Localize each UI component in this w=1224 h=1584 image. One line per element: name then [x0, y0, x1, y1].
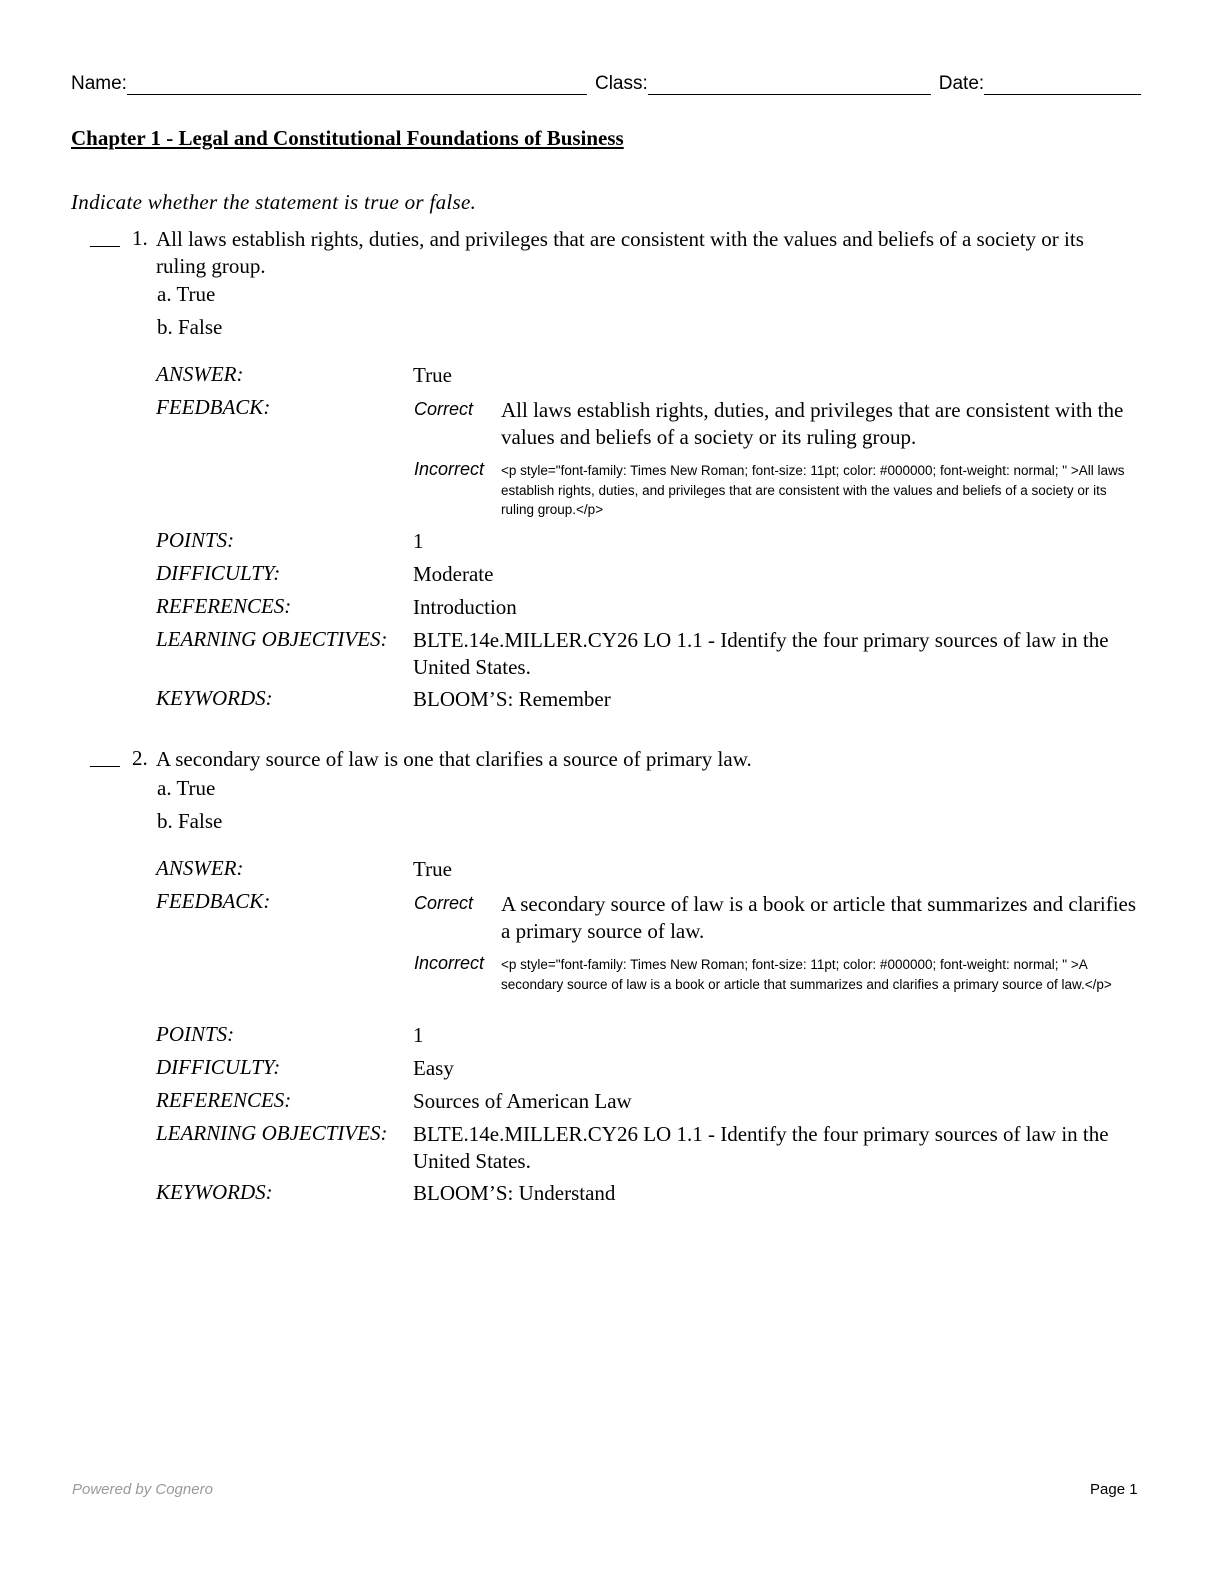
name-field[interactable] [127, 72, 587, 95]
name-label: Name: [71, 73, 127, 94]
question-text: A secondary source of law is one that clarifies a source of primary law. [156, 747, 752, 771]
points-value: 1 [413, 1023, 424, 1047]
powered-by-text: Powered by Cognero [72, 1481, 213, 1498]
question-number: 1. [132, 226, 148, 250]
learning-objectives-label: LEARNING OBJECTIVES: [156, 627, 388, 651]
page-number: Page 1 [1090, 1481, 1138, 1498]
option-a: a. True [157, 776, 216, 800]
answer-value: True [413, 363, 452, 387]
keywords-label: KEYWORDS: [156, 1180, 273, 1204]
question-text: All laws establish rights, duties, and privileges that are consistent with the values and beliefs of a society or its ruling group. [156, 227, 1084, 278]
references-value: Sources of American Law [413, 1089, 632, 1113]
difficulty-label: DIFFICULTY: [156, 1055, 281, 1079]
difficulty-value: Easy [413, 1056, 454, 1080]
class-field[interactable] [648, 72, 931, 95]
references-label: REFERENCES: [156, 594, 292, 618]
option-a: a. True [157, 282, 216, 306]
feedback-correct-text: All laws establish rights, duties, and privileges that are consistent with the values and beliefs of a society or its ruling group. [501, 398, 1124, 449]
learning-objectives-value: BLTE.14e.MILLER.CY26 LO 1.1 - Identify the four primary sources of law in the United States. [413, 1122, 1109, 1173]
chapter-title: Chapter 1 - Legal and Constitutional Foundations of Business [71, 126, 624, 150]
points-label: POINTS: [156, 528, 235, 552]
instructions: Indicate whether the statement is true or false. [71, 190, 477, 214]
feedback-label: FEEDBACK: [156, 395, 271, 419]
points-value: 1 [413, 529, 424, 553]
references-label: REFERENCES: [156, 1088, 292, 1112]
keywords-label: KEYWORDS: [156, 686, 273, 710]
question-number: 2. [132, 746, 148, 770]
class-label: Class: [594, 73, 648, 94]
keywords-value: BLOOM’S: Remember [413, 687, 611, 711]
points-label: POINTS: [156, 1022, 235, 1046]
header-fields [71, 72, 1141, 95]
answer-blank[interactable] [90, 766, 120, 767]
option-b: b. False [157, 315, 223, 339]
feedback-correct-tag: Correct [414, 399, 474, 419]
references-value: Introduction [413, 595, 517, 619]
keywords-value: BLOOM’S: Understand [413, 1181, 616, 1205]
date-label: Date: [938, 73, 985, 94]
feedback-correct-tag: Correct [414, 893, 474, 913]
feedback-correct-text: A secondary source of law is a book or article that summarizes and clarifies a primary source of law. [501, 892, 1137, 943]
feedback-incorrect-text: <p style="font-family: Times New Roman; font-size: 11pt; color: #000000; font-weight: normal; " >A secondary source of law is a book or article that summarizes and clarifies a primary source of law.</p> [501, 957, 1112, 992]
feedback-incorrect-text: <p style="font-family: Times New Roman; font-size: 11pt; color: #000000; font-weight: normal; " >All laws establish rights, duties, and privileges that are consistent with the values and beliefs of a society or its ruling group.</p> [501, 463, 1125, 517]
answer-label: ANSWER: [156, 362, 244, 386]
difficulty-label: DIFFICULTY: [156, 561, 281, 585]
feedback-label: FEEDBACK: [156, 889, 271, 913]
answer-label: ANSWER: [156, 856, 244, 880]
feedback-incorrect-tag: Incorrect [414, 953, 485, 973]
feedback-incorrect-tag: Incorrect [414, 459, 485, 479]
option-b: b. False [157, 809, 223, 833]
date-field[interactable] [984, 72, 1141, 95]
answer-blank[interactable] [90, 246, 120, 247]
learning-objectives-label: LEARNING OBJECTIVES: [156, 1121, 388, 1145]
answer-value: True [413, 857, 452, 881]
learning-objectives-value: BLTE.14e.MILLER.CY26 LO 1.1 - Identify the four primary sources of law in the United States. [413, 628, 1109, 679]
difficulty-value: Moderate [413, 562, 494, 586]
